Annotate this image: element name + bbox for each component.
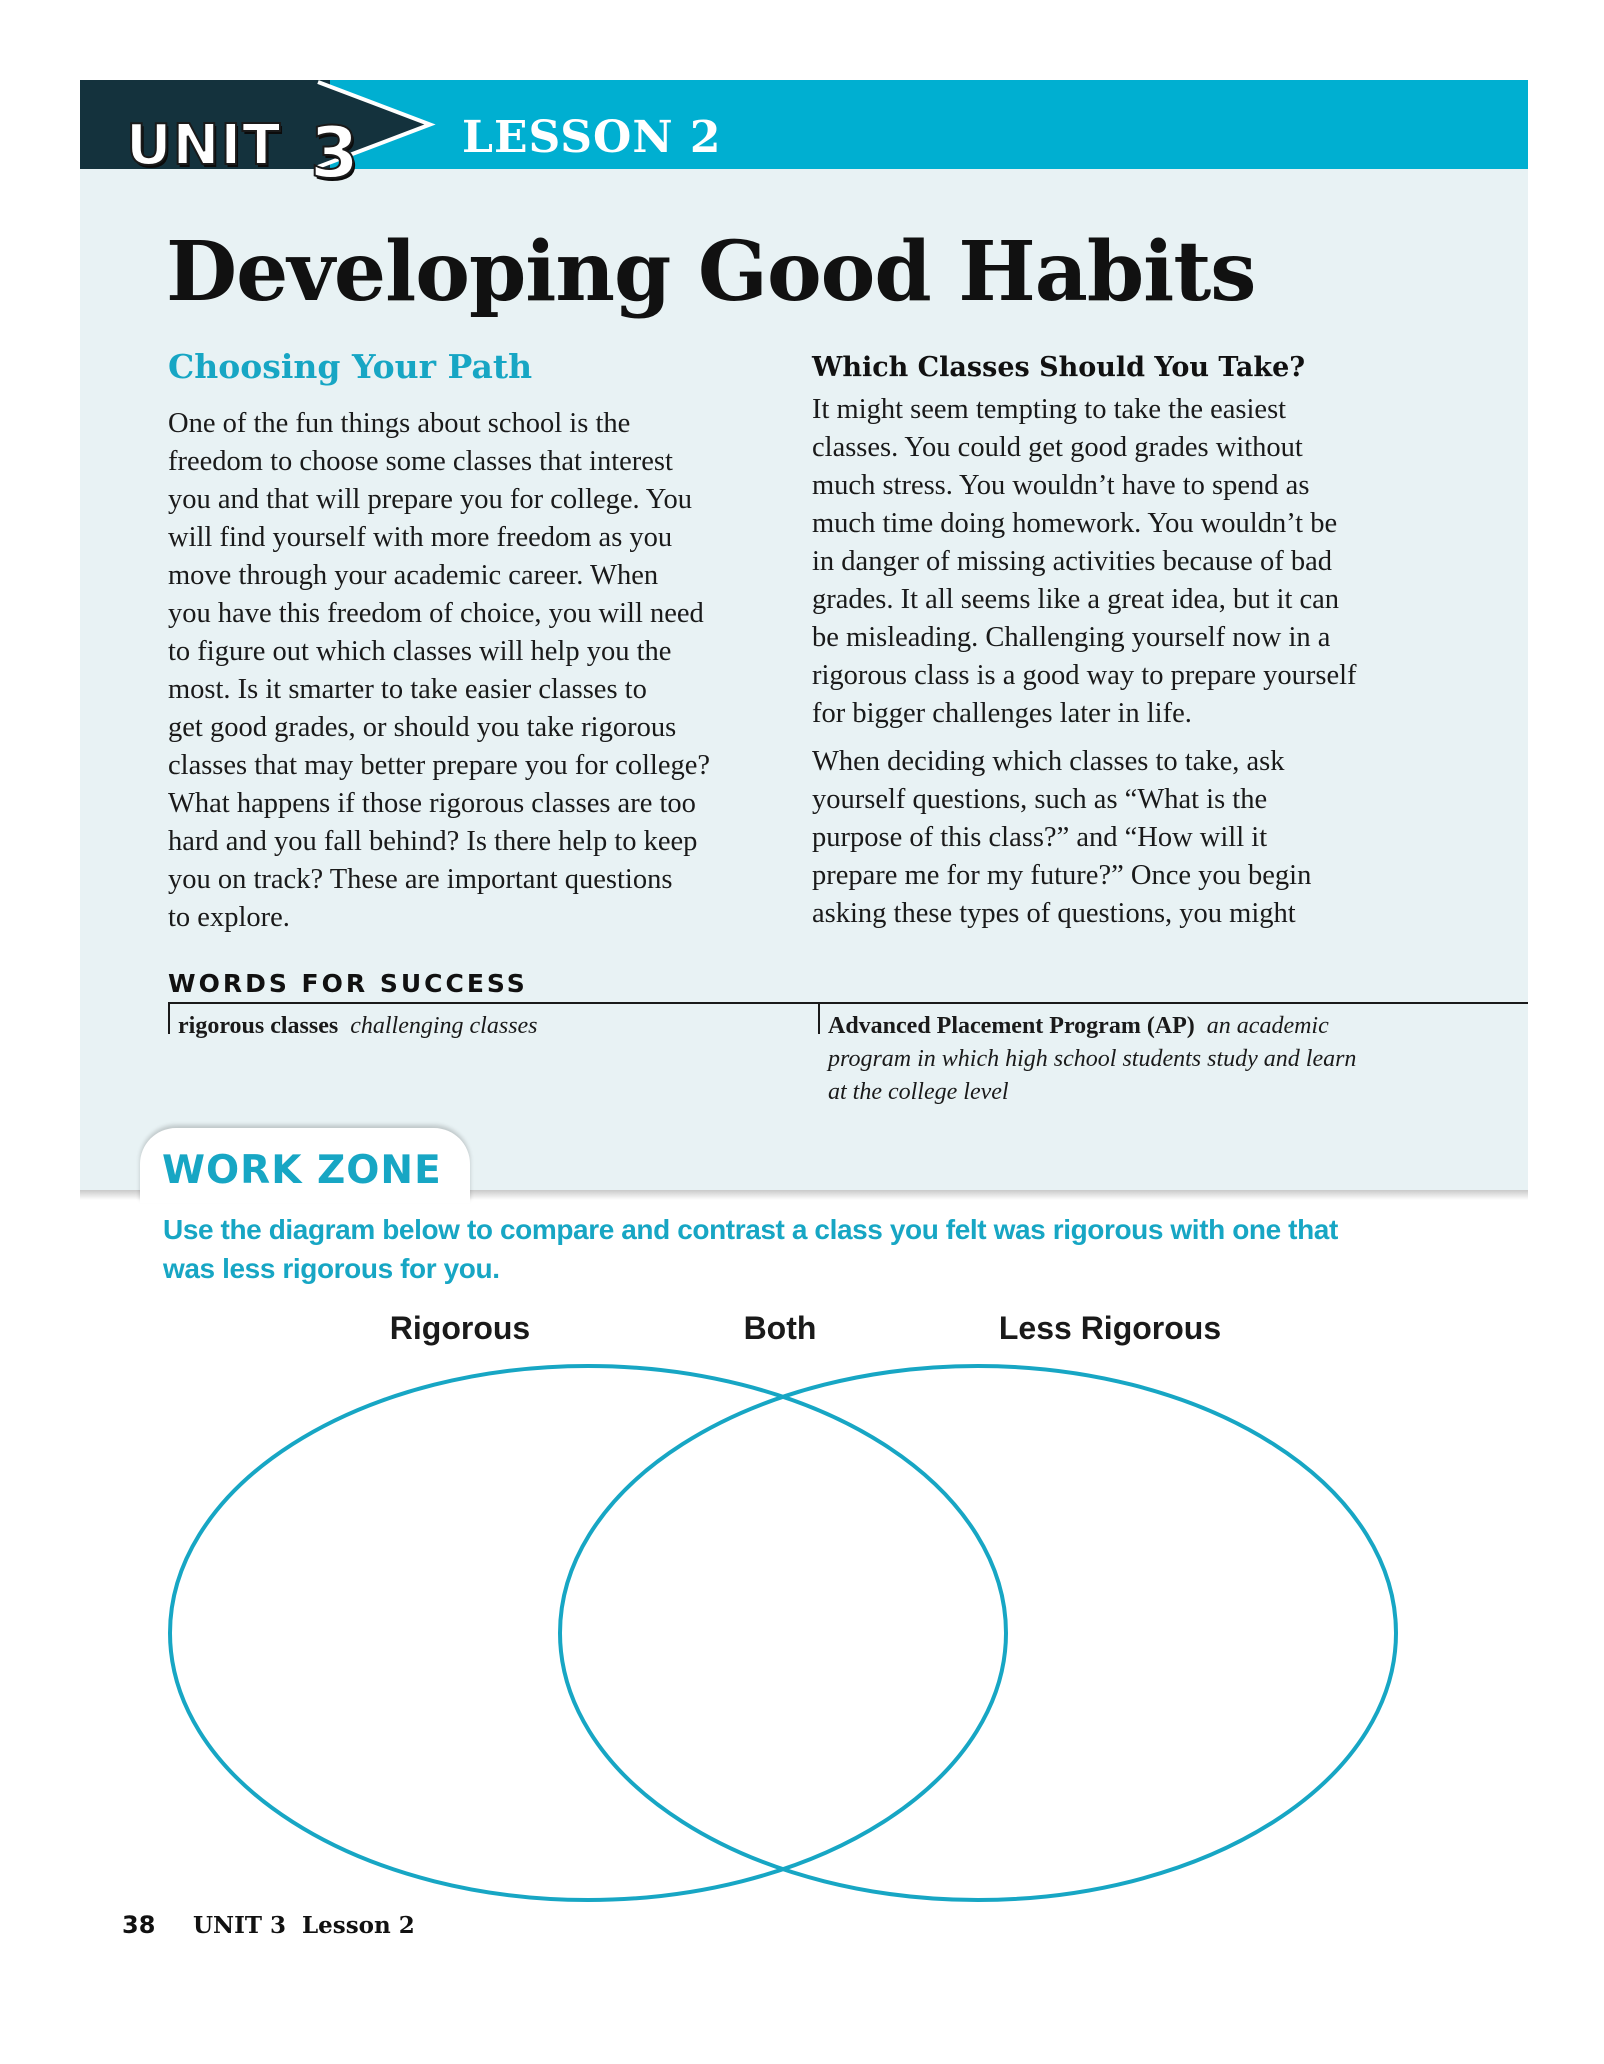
definition-term: rigorous classes [178,1013,339,1039]
right-line: for bigger challenges later in life. [812,698,1192,729]
venn-label-less-rigorous: Less Rigorous [998,1310,1222,1346]
definition-advanced-placement [818,1004,1418,1109]
right-body-paragraph-2 [812,743,1412,933]
definition-rigorous-classes [168,1004,788,1043]
left-line: classes that may better prepare you for college? [168,750,711,781]
left-body-paragraph [168,405,768,937]
right-column-body [812,391,1412,933]
right-line: much stress. You wouldn’t have to spend as [812,470,1310,501]
left-line: move through your academic career. When [168,560,659,591]
right-line: asking these types of questions, you might [812,898,1296,929]
definition-meaning: at the college level [828,1079,1009,1105]
left-line: you on track? These are important questions [168,864,673,895]
footer-page-number: 38 [122,1911,156,1939]
definition-tick [818,1004,820,1034]
work-zone-label: WORK ZONE [162,1148,442,1193]
instruction-line: was less rigorous for you. [163,1253,500,1284]
left-line: get good grades, or should you take rigorous [168,712,677,743]
right-body-paragraph-1 [812,391,1412,733]
right-line: rigorous class is a good way to prepare yourself [812,660,1357,691]
left-line: most. Is it smarter to take easier classes to [168,674,647,705]
definition-term: Advanced Placement Program (AP) [828,1013,1195,1039]
left-line: What happens if those rigorous classes are too [168,788,696,819]
right-column-heading: Which Classes Should You Take? [812,352,1306,383]
right-line: in danger of missing activities because of bad [812,546,1332,577]
venn-circle-less-rigorous[interactable] [560,1366,1396,1900]
unit-number: 3 [310,112,359,194]
footer-label: UNIT 3 Lesson 2 [193,1912,415,1939]
venn-circle-rigorous[interactable] [170,1366,1006,1900]
right-line: purpose of this class?” and “How will it [812,822,1268,853]
venn-label-rigorous: Rigorous [389,1310,531,1346]
instruction-line: Use the diagram below to compare and contrast a class you felt was rigorous with one that [163,1214,1338,1245]
left-line: One of the fun things about school is the [168,408,631,439]
left-line: you have this freedom of choice, you will need [168,598,704,629]
page-title: Developing Good Habits [166,224,1256,320]
left-line: freedom to choose some classes that interest [168,446,673,477]
lesson-label: LESSON 2 [462,112,722,163]
unit-word: UNIT [126,113,282,178]
definition-meaning: program in which high school students study and learn [828,1046,1357,1072]
right-line: be misleading. Challenging yourself now in a [812,622,1331,653]
left-line: you and that will prepare you for college. You [168,484,692,515]
definition-meaning: an academic [1206,1013,1329,1039]
words-for-success-heading: WORDS FOR SUCCESS [168,969,528,998]
definition-tick [168,1004,170,1034]
left-line: will find yourself with more freedom as you [168,522,673,553]
definition-meaning: challenging classes [350,1013,538,1039]
right-line: much time doing homework. You wouldn’t be [812,508,1338,539]
right-line: classes. You could get good grades without [812,432,1303,463]
right-line: prepare me for my future?” Once you begin [812,860,1312,891]
left-column-body [168,405,768,937]
venn-label-both: Both [743,1310,817,1346]
left-line: hard and you fall behind? Is there help to keep [168,826,698,857]
right-line: It might seem tempting to take the easiest [812,394,1287,425]
right-line: grades. It all seems like a great idea, but it can [812,584,1340,615]
left-line: to explore. [168,902,290,933]
right-line: yourself questions, such as “What is the [812,784,1268,815]
definition-text [168,1004,788,1043]
left-column-heading: Choosing Your Path [168,347,533,386]
definition-text [818,1004,1418,1109]
work-zone-instructions [163,1210,1343,1288]
right-line: When deciding which classes to take, ask [812,746,1285,777]
left-line: to figure out which classes will help you the [168,636,672,667]
